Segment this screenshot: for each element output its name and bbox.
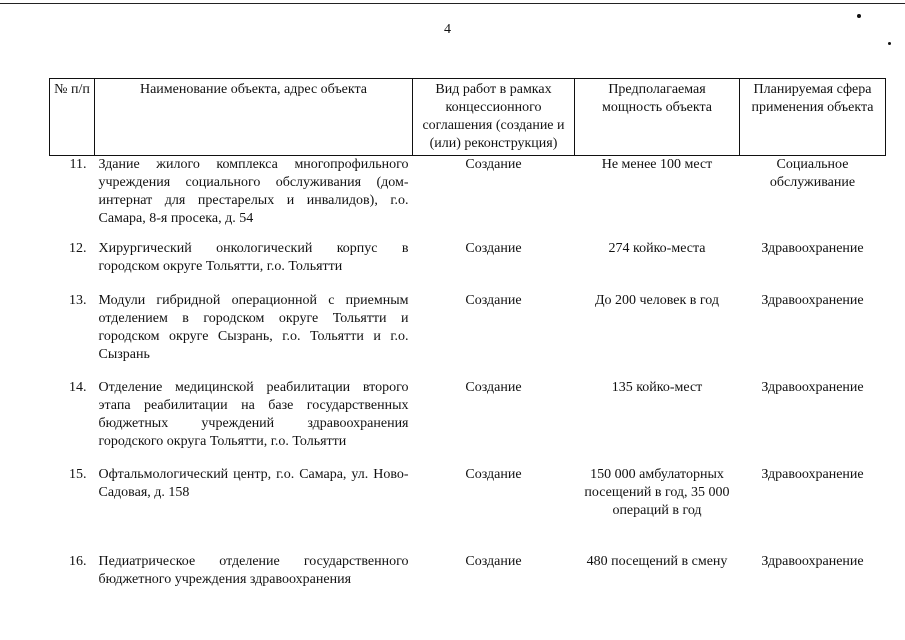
header-num: № п/п <box>50 79 95 156</box>
cell-work: Создание <box>465 157 522 172</box>
cell-num: 16. <box>69 553 87 569</box>
cell-name: Хирургический онкологический корпус в городском округе Тольятти, г.о. Тольятти <box>98 240 409 274</box>
cell-name: Модули гибридной операционной с приемным отделением в городском округе Тольятти и городском округе Сызрань, г.о. Тольятти и г.о. Сызрань <box>98 292 409 362</box>
cell-sphere: Здравоохранение <box>761 466 864 482</box>
table-row <box>50 292 886 379</box>
header-capacity: Предполагаемая мощность объекта <box>575 79 740 156</box>
cell-num: 12. <box>69 240 87 256</box>
cell-capacity: 274 койко-места <box>608 240 706 256</box>
cell-capacity: До 200 человек в год <box>594 292 720 308</box>
table-row <box>50 156 886 240</box>
cell-num: 15. <box>69 466 87 482</box>
objects-table-wrap <box>49 78 885 613</box>
cell-sphere: Здравоохранение <box>761 292 864 308</box>
cell-name: Отделение медицинской реабилитации второго этапа реабилитации на базе государственных бюджетных учреждений здравоохранения городского округа Тольятти, г.о. Тольятти <box>98 379 409 449</box>
cell-capacity: Не менее 100 мест <box>601 157 713 172</box>
cell-sphere: Здравоохранение <box>761 553 864 569</box>
cell-work: Создание <box>465 292 522 308</box>
speck <box>888 42 891 45</box>
cell-work: Создание <box>465 553 522 569</box>
header-name: Наименование объекта, адрес объекта <box>95 79 413 156</box>
objects-table <box>49 78 886 613</box>
cell-sphere: Здравоохранение <box>761 379 864 395</box>
cell-capacity: 480 посещений в смену <box>586 553 728 569</box>
table-row <box>50 553 886 613</box>
cell-sphere: Здравоохранение <box>761 240 864 256</box>
cell-capacity: 135 койко-мест <box>611 379 703 395</box>
cell-work: Создание <box>465 466 522 482</box>
table-row <box>50 379 886 466</box>
page-number: 4 <box>444 22 451 37</box>
table-row <box>50 466 886 553</box>
table-row <box>50 240 886 292</box>
cell-name: Офтальмологический центр, г.о. Самара, ул. Ново-Садовая, д. 158 <box>98 466 409 500</box>
cell-name: Здание жилого комплекса многопрофильного учреждения социального обслуживания (дом-интернат для престарелых и инвалидов), г.о. Самара, 8-я просека, д. 54 <box>98 157 409 226</box>
table-header-row <box>50 79 886 156</box>
cell-sphere: Социальное обслуживание <box>769 157 856 190</box>
header-sphere: Планируемая сфера применения объекта <box>740 79 886 156</box>
cell-num: 11. <box>69 157 87 172</box>
cell-num: 13. <box>69 292 87 308</box>
speck <box>857 14 861 18</box>
cell-capacity: 150 000 амбулаторных посещений в год, 35 000 операций в год <box>584 466 730 518</box>
cell-name: Педиатрическое отделение государственного бюджетного учреждения здравоохранения <box>98 553 409 587</box>
top-rule <box>0 3 905 4</box>
cell-work: Создание <box>465 379 522 395</box>
cell-num: 14. <box>69 379 87 395</box>
cell-work: Создание <box>465 240 522 256</box>
header-work: Вид работ в рамках концессионного соглашения (создание и (или) реконструкция) <box>413 79 575 156</box>
